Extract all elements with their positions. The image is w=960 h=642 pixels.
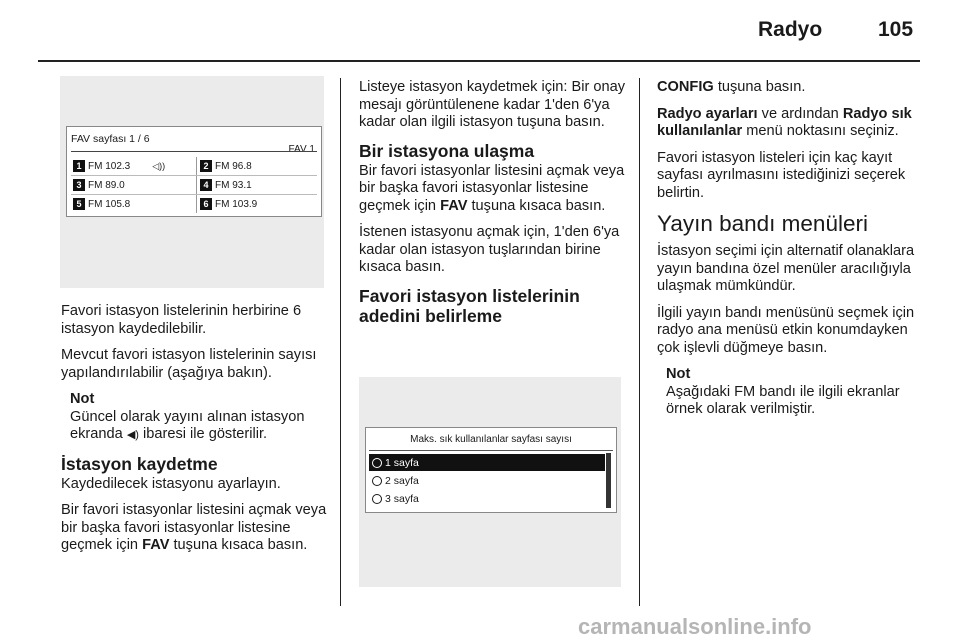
preset-label: FM 103.9: [215, 198, 258, 210]
preset-number: 6: [200, 198, 212, 210]
column-divider-2: [639, 78, 640, 606]
option-2-pages: [369, 472, 605, 489]
preset-label: FM 96.8: [215, 160, 252, 172]
page-header-title: Radyo: [758, 18, 823, 41]
speaker-icon: ◀): [126, 429, 139, 441]
section-heading: Bir istasyona ulaşma: [359, 140, 535, 161]
note-block: [70, 391, 333, 445]
speaker-icon: ◁)): [152, 160, 166, 171]
fav-key-label: FAV: [440, 197, 468, 214]
preset-2: [200, 157, 252, 175]
paragraph: İstasyon seçimi için alternatif olanaklara yayın bandına özel menüler aracılığıyla ulaşmak mümkündür.: [657, 243, 915, 294]
left-column: [61, 303, 333, 564]
menu-label: Radyo sık kullanılanlar: [657, 105, 912, 139]
preset-number: 5: [73, 198, 85, 210]
title-line: [369, 450, 613, 451]
option-label: 2 sayfa: [385, 474, 419, 487]
tab-line: [71, 151, 317, 152]
paragraph: tuşuna kısaca basın.: [471, 197, 606, 214]
option-3-pages: [369, 490, 605, 507]
preset-number: 2: [200, 160, 212, 172]
paragraph: menü noktasını seçiniz.: [746, 123, 899, 139]
paragraph: tuşuna basın.: [717, 79, 806, 95]
paragraph: Favori istasyon listeleri için kaç kayıt sayfası ayrılmasını istediğinizi seçerek belirtin.: [657, 149, 906, 201]
option-label: 1 sayfa: [385, 456, 419, 469]
paragraph: Kaydedilecek istasyonu ayarlayın.: [61, 475, 281, 492]
fav-tab-label: FAV 1: [288, 144, 315, 155]
paragraph: İstenen istasyonu açmak için, 1'den 6'ya kadar olan istasyon tuşlarından birine kısaca basın.: [359, 224, 620, 275]
column-divider-1: [340, 78, 341, 606]
preset-label: FM 105.8: [88, 198, 131, 210]
preset-1: [73, 157, 165, 175]
preset-4: [200, 176, 252, 194]
paragraph: Listeye istasyon kaydetmek için: Bir onay mesajı görüntülenene kadar 1'den 6'ya kadar olan ilgili istasyon tuşuna basın.: [359, 79, 626, 130]
radio-icon: [372, 476, 382, 486]
section-heading: Yayın bandı menüleri: [657, 211, 868, 236]
menu-label: Radyo ayarları: [657, 105, 758, 122]
preset-label: FM 102.3: [88, 160, 131, 172]
middle-column: [359, 79, 627, 328]
page-number: 105: [878, 18, 914, 41]
fav-screen-figure: [60, 76, 324, 288]
fav-key-label: FAV: [142, 537, 170, 553]
preset-6: [200, 195, 257, 213]
screen-title: Maks. sık kullanılanlar sayfası sayısı: [410, 434, 572, 445]
config-key-label: CONFIG: [657, 79, 714, 95]
paragraph: Bir favori istasyonlar listesini açmak veya bir başka favori istasyonlar listesine geçmek için: [359, 162, 625, 214]
preset-number: 4: [200, 179, 212, 191]
fav-count-screen: [365, 427, 617, 513]
paragraph: Mevcut favori istasyon listelerinin sayısı yapılandırılabilir (aşağıya bakın).: [61, 347, 317, 381]
paragraph: Favori istasyon listelerinin herbirine 6 istasyon kaydedilebilir.: [61, 303, 302, 337]
section-heading: İstasyon kaydetme: [61, 453, 218, 474]
paragraph: tuşuna kısaca basın.: [173, 537, 308, 553]
paragraph: Bir favori istasyonlar listesini açmak veya bir başka favori istasyonlar listesine geçmek için: [61, 502, 327, 553]
right-column: [657, 79, 927, 428]
note-text: Güncel olarak yayını alınan istasyon ekranda: [70, 408, 305, 442]
paragraph: ve ardından: [761, 105, 839, 122]
radio-icon: [372, 458, 382, 468]
note-block: [666, 366, 927, 419]
option-1-page: [369, 454, 605, 471]
preset-label: FM 93.1: [215, 179, 252, 191]
preset-label: FM 89.0: [88, 179, 125, 191]
preset-5: [73, 195, 130, 213]
fav-screen: [66, 126, 322, 217]
fav-screen-title: FAV sayfası 1 / 6: [71, 133, 150, 145]
preset-3: [73, 176, 125, 194]
header-rule: [38, 60, 920, 62]
section-heading: Favori istasyon listelerinin adedini belirleme: [359, 285, 580, 326]
watermark: carmanualsonline.info: [578, 614, 812, 639]
radio-icon: [372, 494, 382, 504]
fav-count-screen-figure: [359, 377, 621, 587]
preset-number: 1: [73, 160, 85, 172]
scrollbar: [606, 453, 611, 508]
note-text: Aşağıdaki FM bandı ile ilgili ekranlar örnek olarak verilmiştir.: [666, 383, 900, 417]
note-label: Not: [666, 366, 691, 382]
note-label: Not: [70, 391, 95, 407]
paragraph: İlgili yayın bandı menüsünü seçmek için radyo ana menüsü etkin konumdayken çok işlevli düğmeye basın.: [657, 304, 915, 356]
preset-number: 3: [73, 179, 85, 191]
option-label: 3 sayfa: [385, 492, 419, 505]
note-text: ibaresi ile gösterilir.: [143, 426, 268, 442]
grid-vline: [196, 157, 197, 213]
